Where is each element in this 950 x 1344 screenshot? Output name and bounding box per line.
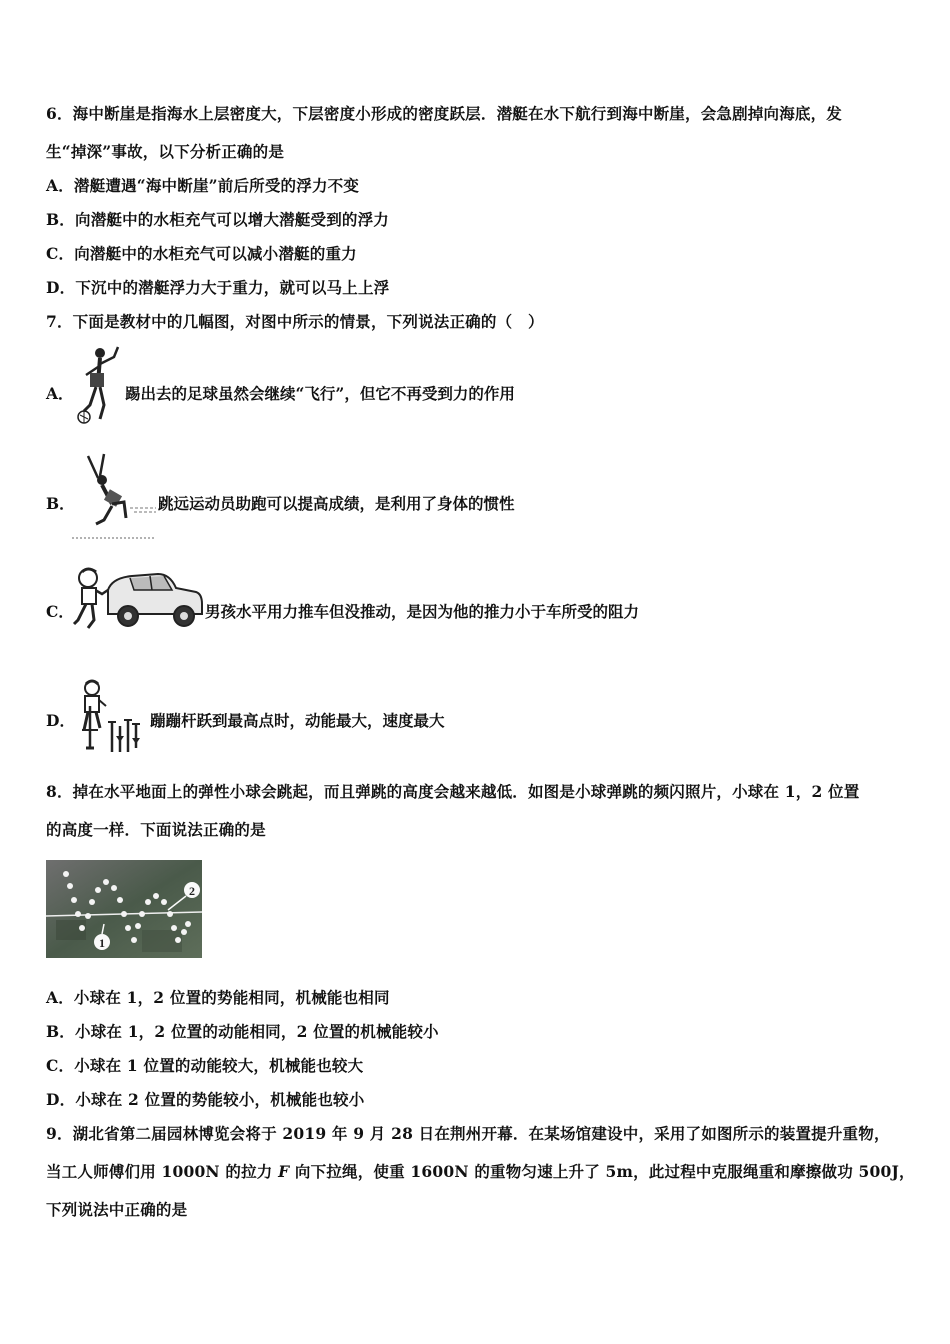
q8-option-b: B．小球在 1，2 位置的动能相同，2 位置的机械能较小 [46,1022,439,1041]
bouncing-ball-photo [46,860,202,958]
pogo-stick-icon [76,676,150,758]
q8-stem-line1: 8．掉在水平地面上的弹性小球会跳起，而且弹跳的高度会越来越低．如图是小球弹跳的频闪照片，小球在 1，2 位置 [46,782,860,801]
q7-option-a-text: 踢出去的足球虽然会继续“飞行”，但它不再受到力的作用 [125,384,515,403]
q9-stem-line3: 下列说法中正确的是 [46,1200,188,1219]
q8-option-a: A．小球在 1，2 位置的势能相同，机械能也相同 [46,988,390,1007]
q6-stem-line2: 生“掉深”事故，以下分析正确的是 [46,142,285,161]
q7-option-a-letter: A． [46,384,74,403]
photo-label-2: 2 [189,884,195,898]
boy-pushing-car-icon [72,562,204,632]
q9-stem-line2-part2: 向下拉绳，使重 1600N 的重物匀速上升了 5m，此过程中克服绳重和摩擦做功 500J， [289,1162,915,1181]
q8-stem-line2: 的高度一样．下面说法正确的是 [46,820,266,839]
q8-option-d: D．小球在 2 位置的势能较小，机械能也较小 [46,1090,365,1109]
q7-option-b-letter: B． [46,494,75,513]
q7-option-c-text: 男孩水平用力推车但没推动，是因为他的推力小于车所受的阻力 [205,602,640,621]
q9-force-symbol: F [278,1162,290,1181]
q9-stem-line2-part1: 当工人师傅们用 1000N 的拉力 [46,1162,279,1181]
long-jump-icon [68,452,160,544]
q6-option-d: D．下沉中的潜艇浮力大于重力，就可以马上上浮 [46,278,390,297]
q7-stem: 7．下面是教材中的几幅图，对图中所示的情景，下列说法正确的（ ） [46,312,544,331]
q8-option-c: C．小球在 1 位置的动能较大，机械能也较大 [46,1056,364,1075]
q7-option-d-letter: D． [46,711,75,730]
q7-option-b-text: 跳远运动员助跑可以提高成绩，是利用了身体的惯性 [158,494,515,513]
q7-option-c-letter: C． [46,602,74,621]
q6-option-a: A．潜艇遭遇“海中断崖”前后所受的浮力不变 [46,176,360,195]
q6-stem-line1: 6．海中断崖是指海水上层密度大，下层密度小形成的密度跃层．潜艇在水下航行到海中断崖，会急剧掉向海底，发 [46,104,842,123]
q6-option-b: B．向潜艇中的水柜充气可以增大潜艇受到的浮力 [46,210,390,229]
q9-stem-line2 [46,1160,915,1182]
q9-stem-line1: 9．湖北省第二届园林博览会将于 2019 年 9 月 28 日在荆州开幕．在某场馆建设中，采用了如图所示的装置提升重物， [46,1124,890,1143]
photo-label-1: 1 [99,936,105,950]
q6-option-c: C．向潜艇中的水柜充气可以减小潜艇的重力 [46,244,357,263]
q7-option-d-text: 蹦蹦杆跃到最高点时，动能最大，速度最大 [150,711,445,730]
soccer-kick-icon [70,345,124,425]
